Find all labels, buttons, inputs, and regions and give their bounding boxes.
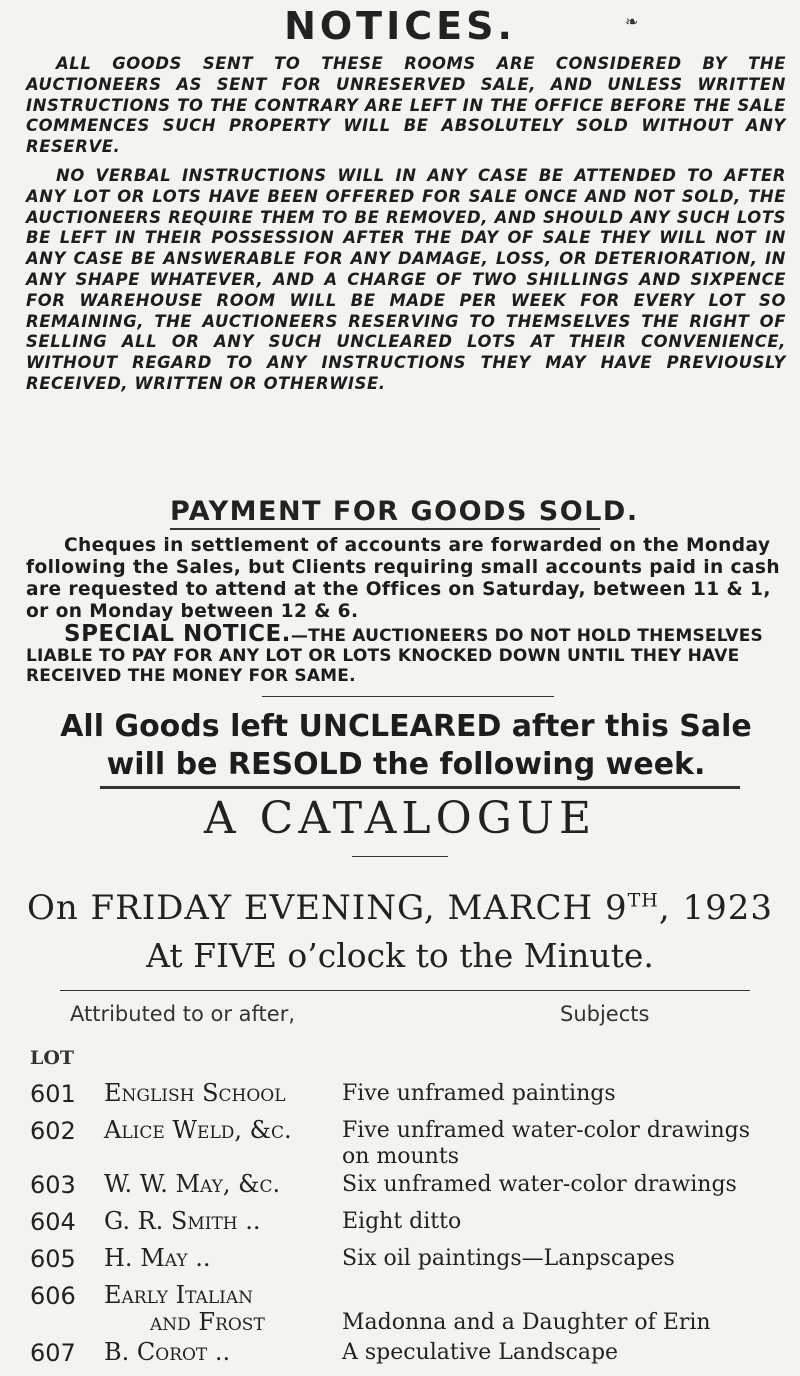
lot-number: 601 — [30, 1080, 76, 1108]
lot-artist: Alice Weld, &c. — [104, 1116, 292, 1144]
lot-row — [0, 1245, 800, 1282]
lot-row — [0, 1171, 800, 1208]
notice-paragraph-2-text: NO VERBAL INSTRUCTIONS WILL IN ANY CASE BE ATTENDED TO AFTER ANY LOT OR LOTS HAVE BEEN OFFERED FOR SALE ONCE AND NOT SOLD, THE AUCTIONEERS REQUIRE THEM TO BE REMOVED, AND SHOULD ANY SUCH LOTS BE LEFT IN THEIR POSSESSION AFTER THE DAY OF SALE THEY WILL NOT IN ANY CASE BE ANSWERABLE FOR ANY DAMAGE, LOSS, OR DETERIORATION, IN ANY SHAPE WHATEVER, AND A CHARGE OF TWO SHILLINGS AND SIXPENCE FOR WAREHOUSE ROOM WILL BE MADE PER WEEK FOR EVERY LOT SO REMAINING, THE AUCTIONEERS RESERVING TO THEMSELVES THE RIGHT OF SELLING ALL OR ANY SUCH UNCLEARED LOTS AT THEIR CONVENIENCE, WITHOUT REGARD TO ANY INSTRUCTIONS THEY MAY HAVE PREVIOUSLY RECEIVED, WRITTEN OR OTHERWISE. — [26, 166, 786, 393]
sale-date-year: , 1923 — [658, 888, 774, 928]
lot-number: 603 — [30, 1171, 76, 1199]
lot-subject: A speculative Landscape — [342, 1340, 619, 1365]
lot-number: 605 — [30, 1245, 76, 1273]
uncleared-goods-notice: All Goods left UNCLEARED after this Sale will be RESOLD the following week. — [60, 709, 752, 782]
lot-artist: Early Italian — [104, 1281, 253, 1309]
lot-number: 602 — [30, 1117, 76, 1145]
divider-rule — [262, 696, 554, 697]
lot-subject: Five unframed water-color drawings — [342, 1118, 751, 1143]
special-notice-lead: SPECIAL NOTICE. — [64, 621, 291, 647]
lot-artist: G. R. Smith .. — [104, 1207, 261, 1235]
lot-subject: Six oil paintings—Lanpscapes — [342, 1246, 675, 1271]
catalogue-top-rule — [100, 786, 740, 789]
payment-underline — [170, 528, 600, 530]
lot-number: 607 — [30, 1339, 76, 1367]
lot-row — [0, 1208, 800, 1245]
lot-row — [0, 1339, 800, 1376]
lot-list — [0, 1080, 800, 1376]
lot-artist: and Frost — [150, 1308, 265, 1336]
notice-paragraph-1-text: ALL GOODS SENT TO THESE ROOMS ARE CONSIDERED BY THE AUCTIONEERS AS SENT FOR UNRESERVED SALE, AND UNLESS WRITTEN INSTRUCTIONS TO THE CONTRARY ARE LEFT IN THE OFFICE BEFORE THE SALE COMMENCES SUCH PROPERTY WILL BE ABSOLUTELY SOLD WITHOUT ANY RESERVE. — [26, 54, 786, 157]
special-notice — [26, 621, 786, 686]
sale-date — [0, 888, 800, 928]
lot-number: 604 — [30, 1208, 76, 1236]
lot-subject-continued: on mounts — [342, 1144, 459, 1169]
payment-heading: PAYMENT FOR GOODS SOLD. — [170, 496, 639, 527]
header-rule — [60, 990, 750, 991]
lot-artist: English School — [104, 1079, 286, 1107]
payment-text-body: Cheques in settlement of accounts are forwarded on the Monday following the Sales, but Clients requiring small accounts paid in cash are requested to attend at the Offices on Saturday, between 11 & 1, or on Monday between 12 & 6. — [26, 535, 780, 622]
notices-title: NOTICES. — [284, 4, 516, 48]
lot-subject: Eight ditto — [342, 1209, 462, 1234]
lot-row — [0, 1282, 800, 1309]
lot-row — [0, 1080, 800, 1117]
lot-artist: H. May .. — [104, 1244, 211, 1272]
lot-row — [0, 1117, 800, 1171]
notice-paragraph-2 — [26, 166, 786, 395]
payment-text — [26, 535, 786, 623]
lot-artist: B. Corot .. — [104, 1338, 231, 1366]
lot-column-header: LOT — [30, 1047, 75, 1069]
lot-subject: Five unframed paintings — [342, 1081, 616, 1106]
artist-column-header: Attributed to or after, — [70, 1002, 296, 1026]
sale-date-suffix: TH — [627, 889, 659, 912]
short-rule — [352, 856, 448, 857]
fleuron-ornament: ❧ — [625, 14, 639, 31]
lot-subject: Madonna and a Daughter of Erin — [342, 1310, 711, 1335]
lot-subject: Six unframed water-color drawings — [342, 1172, 737, 1197]
catalogue-title: A CATALOGUE — [203, 793, 597, 844]
sale-time: At FIVE o’clock to the Minute. — [146, 936, 654, 975]
sale-date-text: On FRIDAY EVENING, MARCH 9 — [26, 888, 628, 928]
lot-artist: W. W. May, &c. — [104, 1170, 281, 1198]
special-notice-text: —THE AUCTIONEERS DO NOT HOLD THEMSELVES LIABLE TO PAY FOR ANY LOT OR LOTS KNOCKED DOWN UNTIL THEY HAVE RECEIVED THE MONEY FOR SAME. — [26, 626, 764, 686]
notice-paragraph-1 — [26, 54, 786, 158]
lot-row-continued — [0, 1309, 800, 1339]
subject-column-header: Subjects — [560, 1002, 650, 1026]
lot-number: 606 — [30, 1282, 76, 1310]
